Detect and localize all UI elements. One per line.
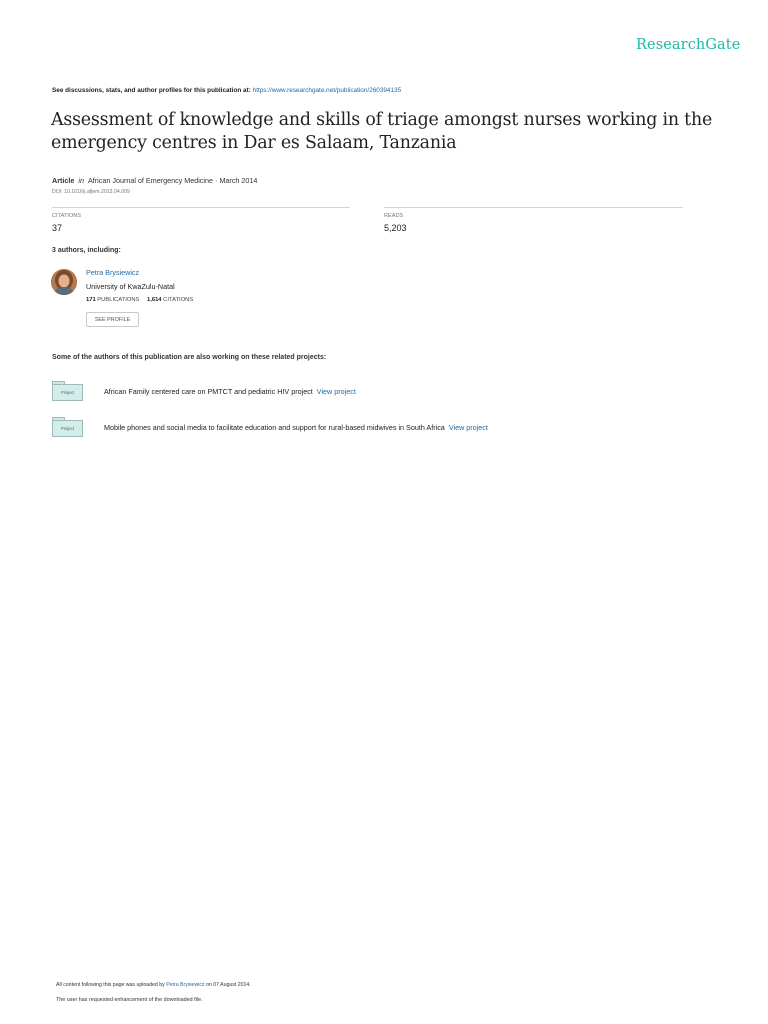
publications-count: 171 (86, 297, 96, 303)
journal-name: African Journal of Emergency Medicine (87, 176, 214, 185)
project-title: African Family centered care on PMTCT and pediatric HIV project (104, 386, 313, 396)
upload-suffix: on 07 August 2014. (205, 982, 251, 988)
doi: DOI: 10.1016/j.afjem.2013.04.009 (52, 189, 130, 195)
project-folder-icon[interactable] (52, 381, 83, 401)
project-icon-label: Project (52, 420, 83, 437)
author-affiliation: University of KwaZulu-Natal (86, 282, 175, 291)
publications-label: PUBLICATIONS (97, 297, 140, 303)
view-project-link[interactable]: View project (316, 386, 356, 396)
upload-note (56, 982, 251, 988)
project-folder-icon[interactable] (52, 417, 83, 437)
reads-value: 5,203 (384, 223, 407, 233)
publication-url-link[interactable]: https://www.researchgate.net/publication/260394135 (252, 87, 402, 94)
uploader-link[interactable]: Petra Brysiewicz (166, 982, 205, 988)
author-citations-label: CITATIONS (163, 297, 194, 303)
discussions-line (52, 87, 401, 94)
project-icon-label: Project (52, 384, 83, 401)
related-projects-heading: Some of the authors of this publication are also working on these related projects: (52, 354, 327, 361)
meta-separator: · (215, 176, 218, 185)
see-profile-button[interactable]: SEE PROFILE (86, 312, 139, 327)
project-title: Mobile phones and social media to facilitate education and support for rural-based midwives in South Africa (104, 422, 445, 432)
upload-prefix: All content following this page was uploaded by (56, 982, 165, 988)
citations-label: CITATIONS (52, 213, 82, 219)
project-row (52, 416, 488, 438)
citations-value: 37 (52, 223, 63, 233)
publication-title: Assessment of knowledge and skills of triage amongst nurses working in the emergency centres in Dar es Salaam, Tanzania (51, 110, 713, 153)
avatar[interactable] (51, 269, 77, 295)
citations-divider (52, 207, 350, 208)
researchgate-logo[interactable]: ResearchGate (636, 37, 741, 53)
publication-date: March 2014 (219, 176, 258, 185)
project-row (52, 380, 356, 402)
author-photo-icon (51, 269, 77, 295)
authors-heading: 3 authors, including: (52, 247, 121, 254)
publication-type: Article (52, 176, 75, 185)
in-word: in (78, 176, 84, 185)
enhancement-note: The user has requested enhancement of the downloaded file. (56, 997, 203, 1003)
author-citations-count: 1,614 (147, 297, 162, 303)
author-name-link[interactable]: Petra Brysiewicz (86, 268, 140, 277)
author-stats (86, 297, 193, 303)
reads-label: READS (384, 213, 404, 219)
publication-meta (52, 176, 257, 185)
discussions-text: See discussions, stats, and author profiles for this publication at: (52, 87, 251, 94)
view-project-link[interactable]: View project (448, 422, 488, 432)
reads-divider (384, 207, 683, 208)
